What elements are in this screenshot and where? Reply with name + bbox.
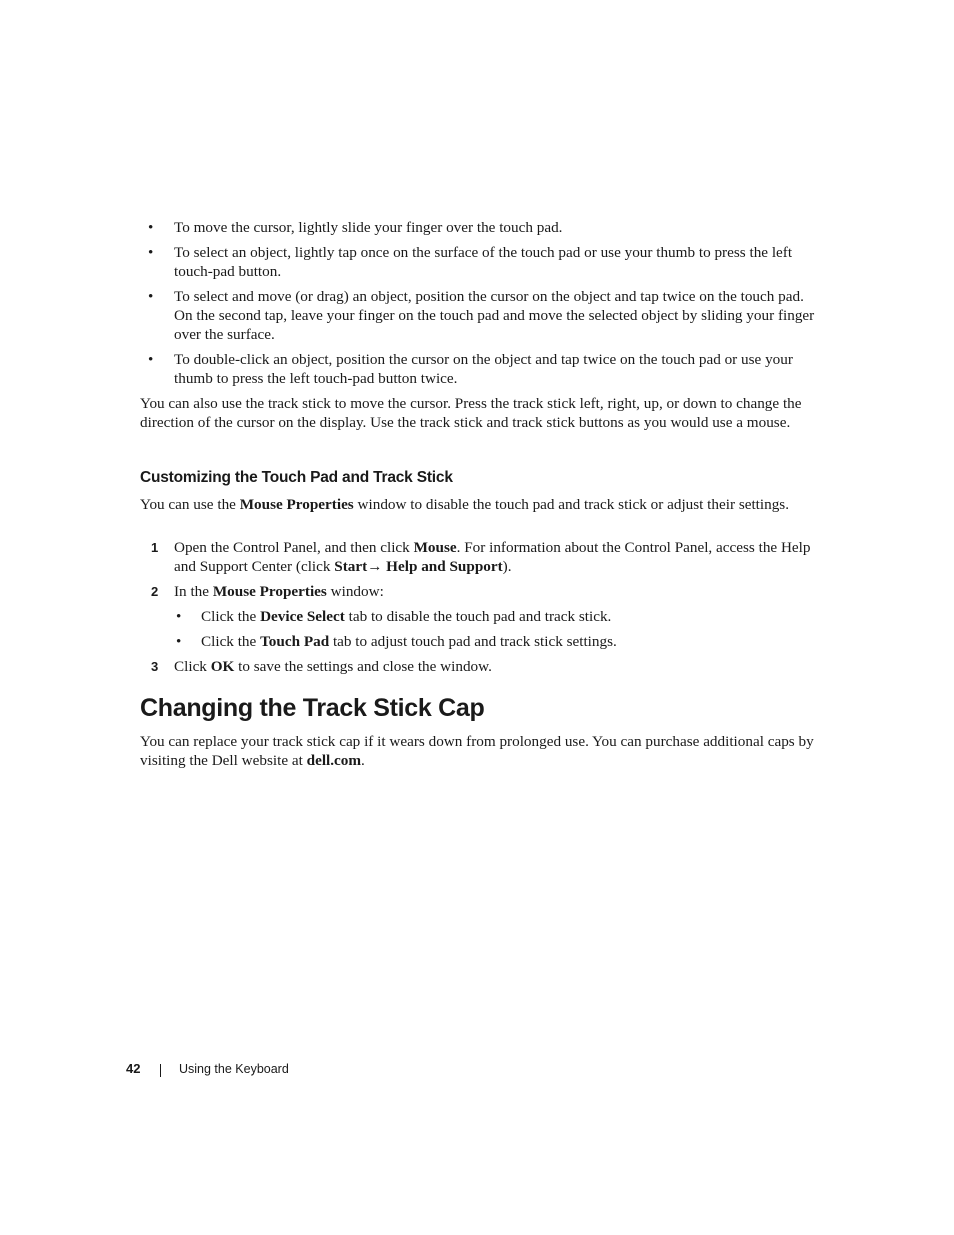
page-number: 42 [126,1061,141,1076]
list-item-text: To double-click an object, position the cursor on the object and tap twice on the touch pad or use your thumb to press the left touch-pad button twice. [174,351,793,387]
step-number: 1 [151,540,159,555]
dell-website-text: dell.com [306,752,362,769]
step-1: 1 Open the Control Panel, and then click Mouse. For information about the Control Panel, access the Help and Support Center (click Start→ Help and Support). [151,539,811,575]
list-item: • Click the Device Select tab to disable the touch pad and track stick. [176,608,612,625]
footer-divider [160,1064,161,1077]
footer-section-title: Using the Keyboard [179,1062,289,1076]
arrow-icon: → [367,558,383,575]
list-item-text: To select an object, lightly tap once on the surface of the touch pad or use your thumb to press the left touch-pad button. [174,244,793,280]
bullet-dot: • [148,219,154,236]
trackstick-paragraph: You can also use the track stick to move the cursor. Press the track stick left, right, up, or down to change the direction of the cursor on the display. Use the track stick and track stick buttons as you would use a mouse. [140,395,802,431]
mouse-properties-term: Mouse Properties [239,496,354,513]
list-item [140,243,820,281]
subheading: Customizing the Touch Pad and Track Stick [140,469,453,486]
bullet-dot: • [148,351,154,368]
list-item [140,287,820,344]
bullet-dot: • [176,633,182,650]
list-item-text: To select and move (or drag) an object, position the cursor on the object and tap twice on the touch pad. On the second tap, leave your finger on the touch pad and move the selected object by sliding your finger over the surface. [174,288,815,343]
list-item-text: To move the cursor, lightly slide your finger over the touch pad. [174,219,563,236]
step-3: 3 Click OK to save the settings and close the window. [151,658,492,675]
section-heading: Changing the Track Stick Cap [140,694,485,722]
intro-paragraph: You can use the Mouse Properties window to disable the touch pad and track stick or adjust their settings. [140,496,790,513]
list-item [140,350,820,388]
bullet-dot: • [176,608,182,625]
steps-list [140,538,820,682]
step-2-sub-list [174,607,820,651]
step-number: 2 [151,584,159,599]
bullet-dot: • [148,288,154,305]
step-number: 3 [151,659,159,674]
touchpad-usage-list [140,218,820,394]
step-2: 2 In the Mouse Properties window: • Click the Device Select tab to disable the touch pad and track stick. • Click the Touch Pad tab to adjust touch pad and track stick settings. [140,582,820,651]
track-stick-cap-paragraph: You can replace your track stick cap if it wears down from prolonged use. You can purchase additional caps by visiting the Dell website at dell.com. [140,733,814,769]
list-item: • Click the Touch Pad tab to adjust touch pad and track stick settings. [176,633,617,650]
list-item [140,218,820,237]
bullet-dot: • [148,244,154,261]
